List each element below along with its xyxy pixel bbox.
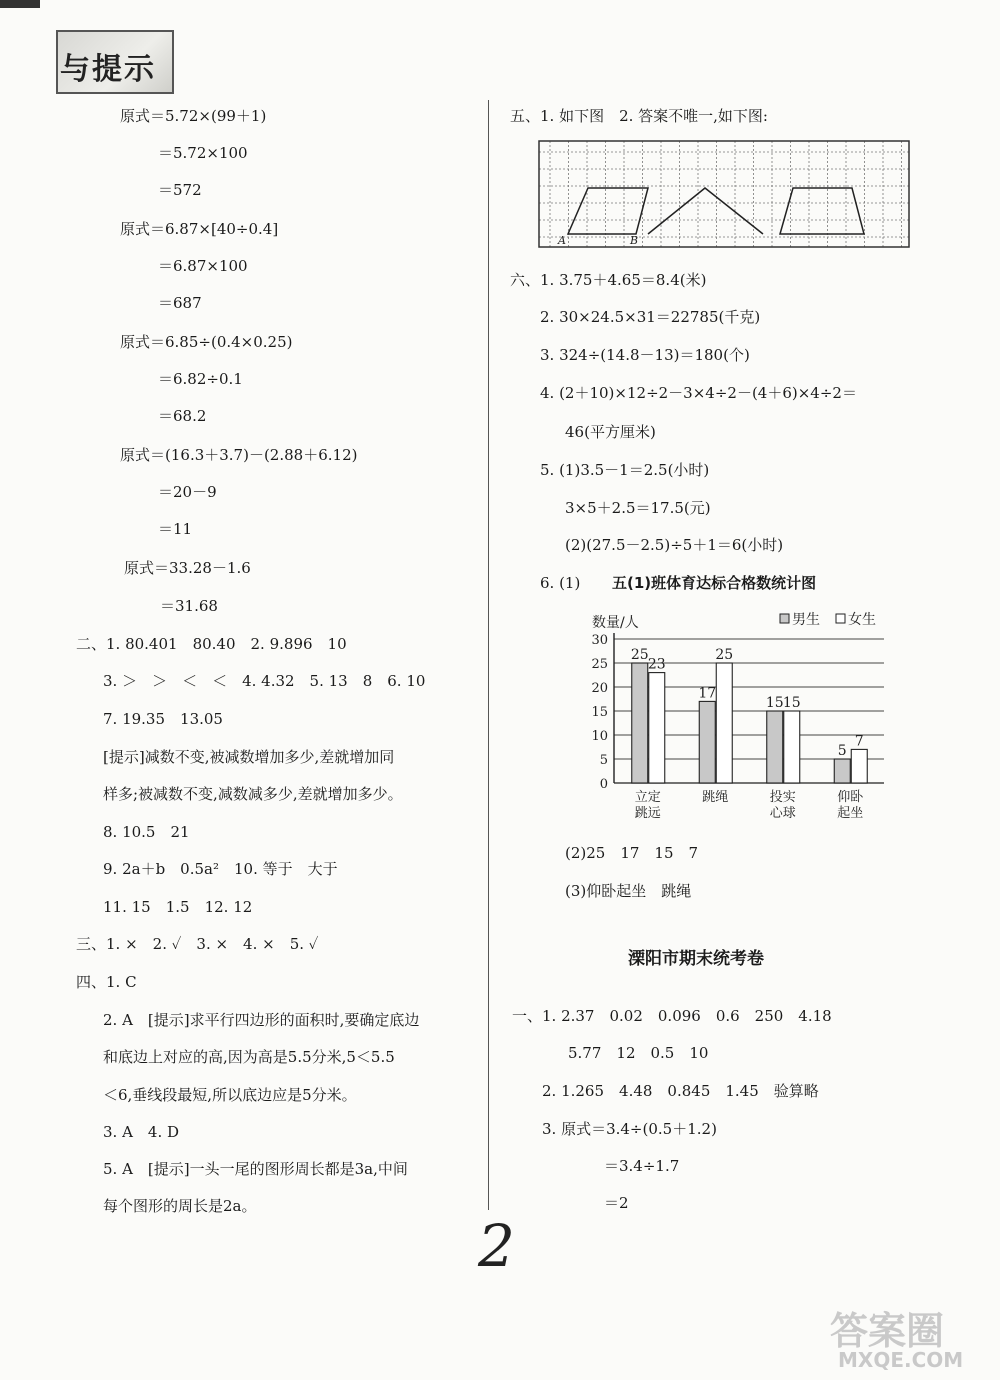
left-line: 和底边上对应的高,因为高是5.5分米,5＜5.5 xyxy=(103,1048,395,1066)
left-line: ＝20－9 xyxy=(158,483,217,501)
left-line: ＝11 xyxy=(158,520,193,538)
bar xyxy=(716,663,732,783)
left-line: ＝68.2 xyxy=(158,407,207,425)
x-tick-label: 跳远 xyxy=(634,806,661,821)
bar xyxy=(834,759,850,783)
left-line: 8. 10.5 21 xyxy=(103,823,190,841)
x-tick-label: 跳绳 xyxy=(702,790,729,805)
grid-figure xyxy=(538,140,910,248)
left-line: 四、1. C xyxy=(76,973,137,991)
x-tick-label: 立定 xyxy=(634,790,661,805)
left-line: ＜6,垂线段最短,所以底边应是5分米。 xyxy=(103,1086,357,1104)
bar xyxy=(649,673,665,783)
right-line: 五、1. 如下图 2. 答案不唯一,如下图: xyxy=(510,107,768,125)
left-line: ＝572 xyxy=(158,181,202,199)
legend-swatch xyxy=(836,614,845,623)
bar-value-label: 17 xyxy=(698,685,717,702)
bar xyxy=(784,711,800,783)
right-line: 2. 1.265 4.48 0.845 1.45 验算略 xyxy=(542,1082,819,1100)
left-line: 样多;被减数不变,减数减多少,差就增加多少。 xyxy=(103,785,403,803)
bar xyxy=(767,711,783,783)
left-line: 2. A [提示]求平行四边形的面积时,要确定底边 xyxy=(103,1011,420,1029)
left-line: 11. 15 1.5 12. 12 xyxy=(103,898,253,916)
section-title: 溧阳市期末统考卷 xyxy=(628,949,764,969)
right-line: (3)仰卧起坐 跳绳 xyxy=(565,882,692,900)
y-tick-label: 20 xyxy=(591,681,608,696)
column-divider xyxy=(488,100,489,1210)
bar-chart xyxy=(580,605,900,830)
y-tick-label: 25 xyxy=(591,657,608,672)
left-line: ＝6.87×100 xyxy=(158,257,248,275)
right-line: 5.77 12 0.5 10 xyxy=(568,1044,709,1062)
corner-mark xyxy=(0,0,40,8)
right-line: ＝3.4÷1.7 xyxy=(604,1157,680,1175)
right-line: 六、1. 3.75＋4.65＝8.4(米) xyxy=(510,271,707,289)
right-line: 3. 324÷(14.8－13)＝180(个) xyxy=(540,346,750,364)
left-line: ＝6.82÷0.1 xyxy=(158,370,243,388)
y-axis-label: 数量/人 xyxy=(592,615,639,631)
x-tick-label: 投实 xyxy=(769,790,796,805)
legend-label: 女生 xyxy=(848,612,876,628)
grid-label-b: B xyxy=(630,234,639,247)
left-line: 原式＝6.87×[40÷0.4] xyxy=(120,220,279,238)
header-title: 与提示 xyxy=(60,52,156,87)
left-line: ＝687 xyxy=(158,294,202,312)
left-line: 9. 2a＋b 0.5a² 10. 等于 大于 xyxy=(103,860,338,878)
y-tick-label: 5 xyxy=(599,753,608,768)
left-line: 5. A [提示]一头一尾的图形周长都是3a,中间 xyxy=(103,1160,408,1178)
right-line: ＝2 xyxy=(604,1194,629,1212)
left-line: 原式＝6.85÷(0.4×0.25) xyxy=(120,333,293,351)
x-tick-label: 仰卧 xyxy=(837,790,864,805)
y-tick-label: 10 xyxy=(591,729,608,744)
bar-value-label: 15 xyxy=(765,695,784,711)
right-line: (2)(27.5－2.5)÷5＋1＝6(小时) xyxy=(565,536,784,554)
left-line: 二、1. 80.401 80.40 2. 9.896 10 xyxy=(76,635,347,653)
x-tick-label: 心球 xyxy=(769,806,796,821)
bar-value-label: 5 xyxy=(837,743,847,759)
left-line: [提示]减数不变,被减数增加多少,差就增加同 xyxy=(103,748,395,766)
right-line: 2. 30×24.5×31＝22785(千克) xyxy=(540,308,761,326)
left-line: 3. A 4. D xyxy=(103,1123,180,1141)
y-tick-label: 0 xyxy=(599,777,608,792)
left-line: 3. ＞ ＞ ＜ ＜ 4. 4.32 5. 13 8 6. 10 xyxy=(103,672,426,690)
shape-trapezoid-b xyxy=(780,188,864,234)
y-tick-label: 15 xyxy=(591,705,608,720)
watermark-logo: 答案圈 xyxy=(830,1309,945,1353)
grid-label-a: A xyxy=(558,234,566,247)
legend-label: 男生 xyxy=(792,612,820,628)
left-line: 原式＝33.28－1.6 xyxy=(124,559,251,577)
bar-value-label: 23 xyxy=(647,656,666,673)
left-line: 7. 19.35 13.05 xyxy=(103,710,223,728)
bar-value-label: 15 xyxy=(782,695,801,711)
left-line: ＝31.68 xyxy=(160,597,218,615)
chart-title: 五(1)班体育达标合格数统计图 xyxy=(612,574,817,592)
bar-value-label: 25 xyxy=(715,647,734,663)
legend-swatch xyxy=(780,614,789,623)
right-line: 3. 原式＝3.4÷(0.5＋1.2) xyxy=(542,1120,717,1138)
x-tick-label: 起坐 xyxy=(837,806,864,821)
bar xyxy=(699,701,715,783)
bar-value-label: 7 xyxy=(854,733,864,750)
watermark-url: MXQE.COM xyxy=(838,1348,964,1372)
right-line: 3×5＋2.5＝17.5(元) xyxy=(565,499,711,517)
left-line: 三、1. × 2. ✓ 3. × 4. × 5. ✓ xyxy=(76,935,319,953)
right-line: 一、1. 2.37 0.02 0.096 0.6 250 4.18 xyxy=(512,1007,832,1025)
left-line: 每个图形的周长是2a。 xyxy=(103,1197,257,1215)
right-line: 46(平方厘米) xyxy=(565,423,656,441)
shape-triangle xyxy=(648,188,763,234)
left-line: 原式＝5.72×(99＋1) xyxy=(120,107,267,125)
page-number: 2 xyxy=(478,1212,515,1280)
right-line: 5. (1)3.5－1＝2.5(小时) xyxy=(540,461,710,479)
right-line: 6. (1) xyxy=(540,574,581,592)
bar-value-label: 25 xyxy=(630,647,649,663)
bar xyxy=(851,749,867,783)
bar xyxy=(632,663,648,783)
left-line: ＝5.72×100 xyxy=(158,144,248,162)
right-line: (2)25 17 15 7 xyxy=(565,844,699,862)
y-tick-label: 30 xyxy=(591,633,608,648)
shape-trapezoid-a xyxy=(568,188,648,234)
right-line: 4. (2＋10)×12÷2－3×4÷2－(4＋6)×4÷2＝ xyxy=(540,384,857,402)
left-line: 原式＝(16.3＋3.7)－(2.88＋6.12) xyxy=(120,446,358,464)
